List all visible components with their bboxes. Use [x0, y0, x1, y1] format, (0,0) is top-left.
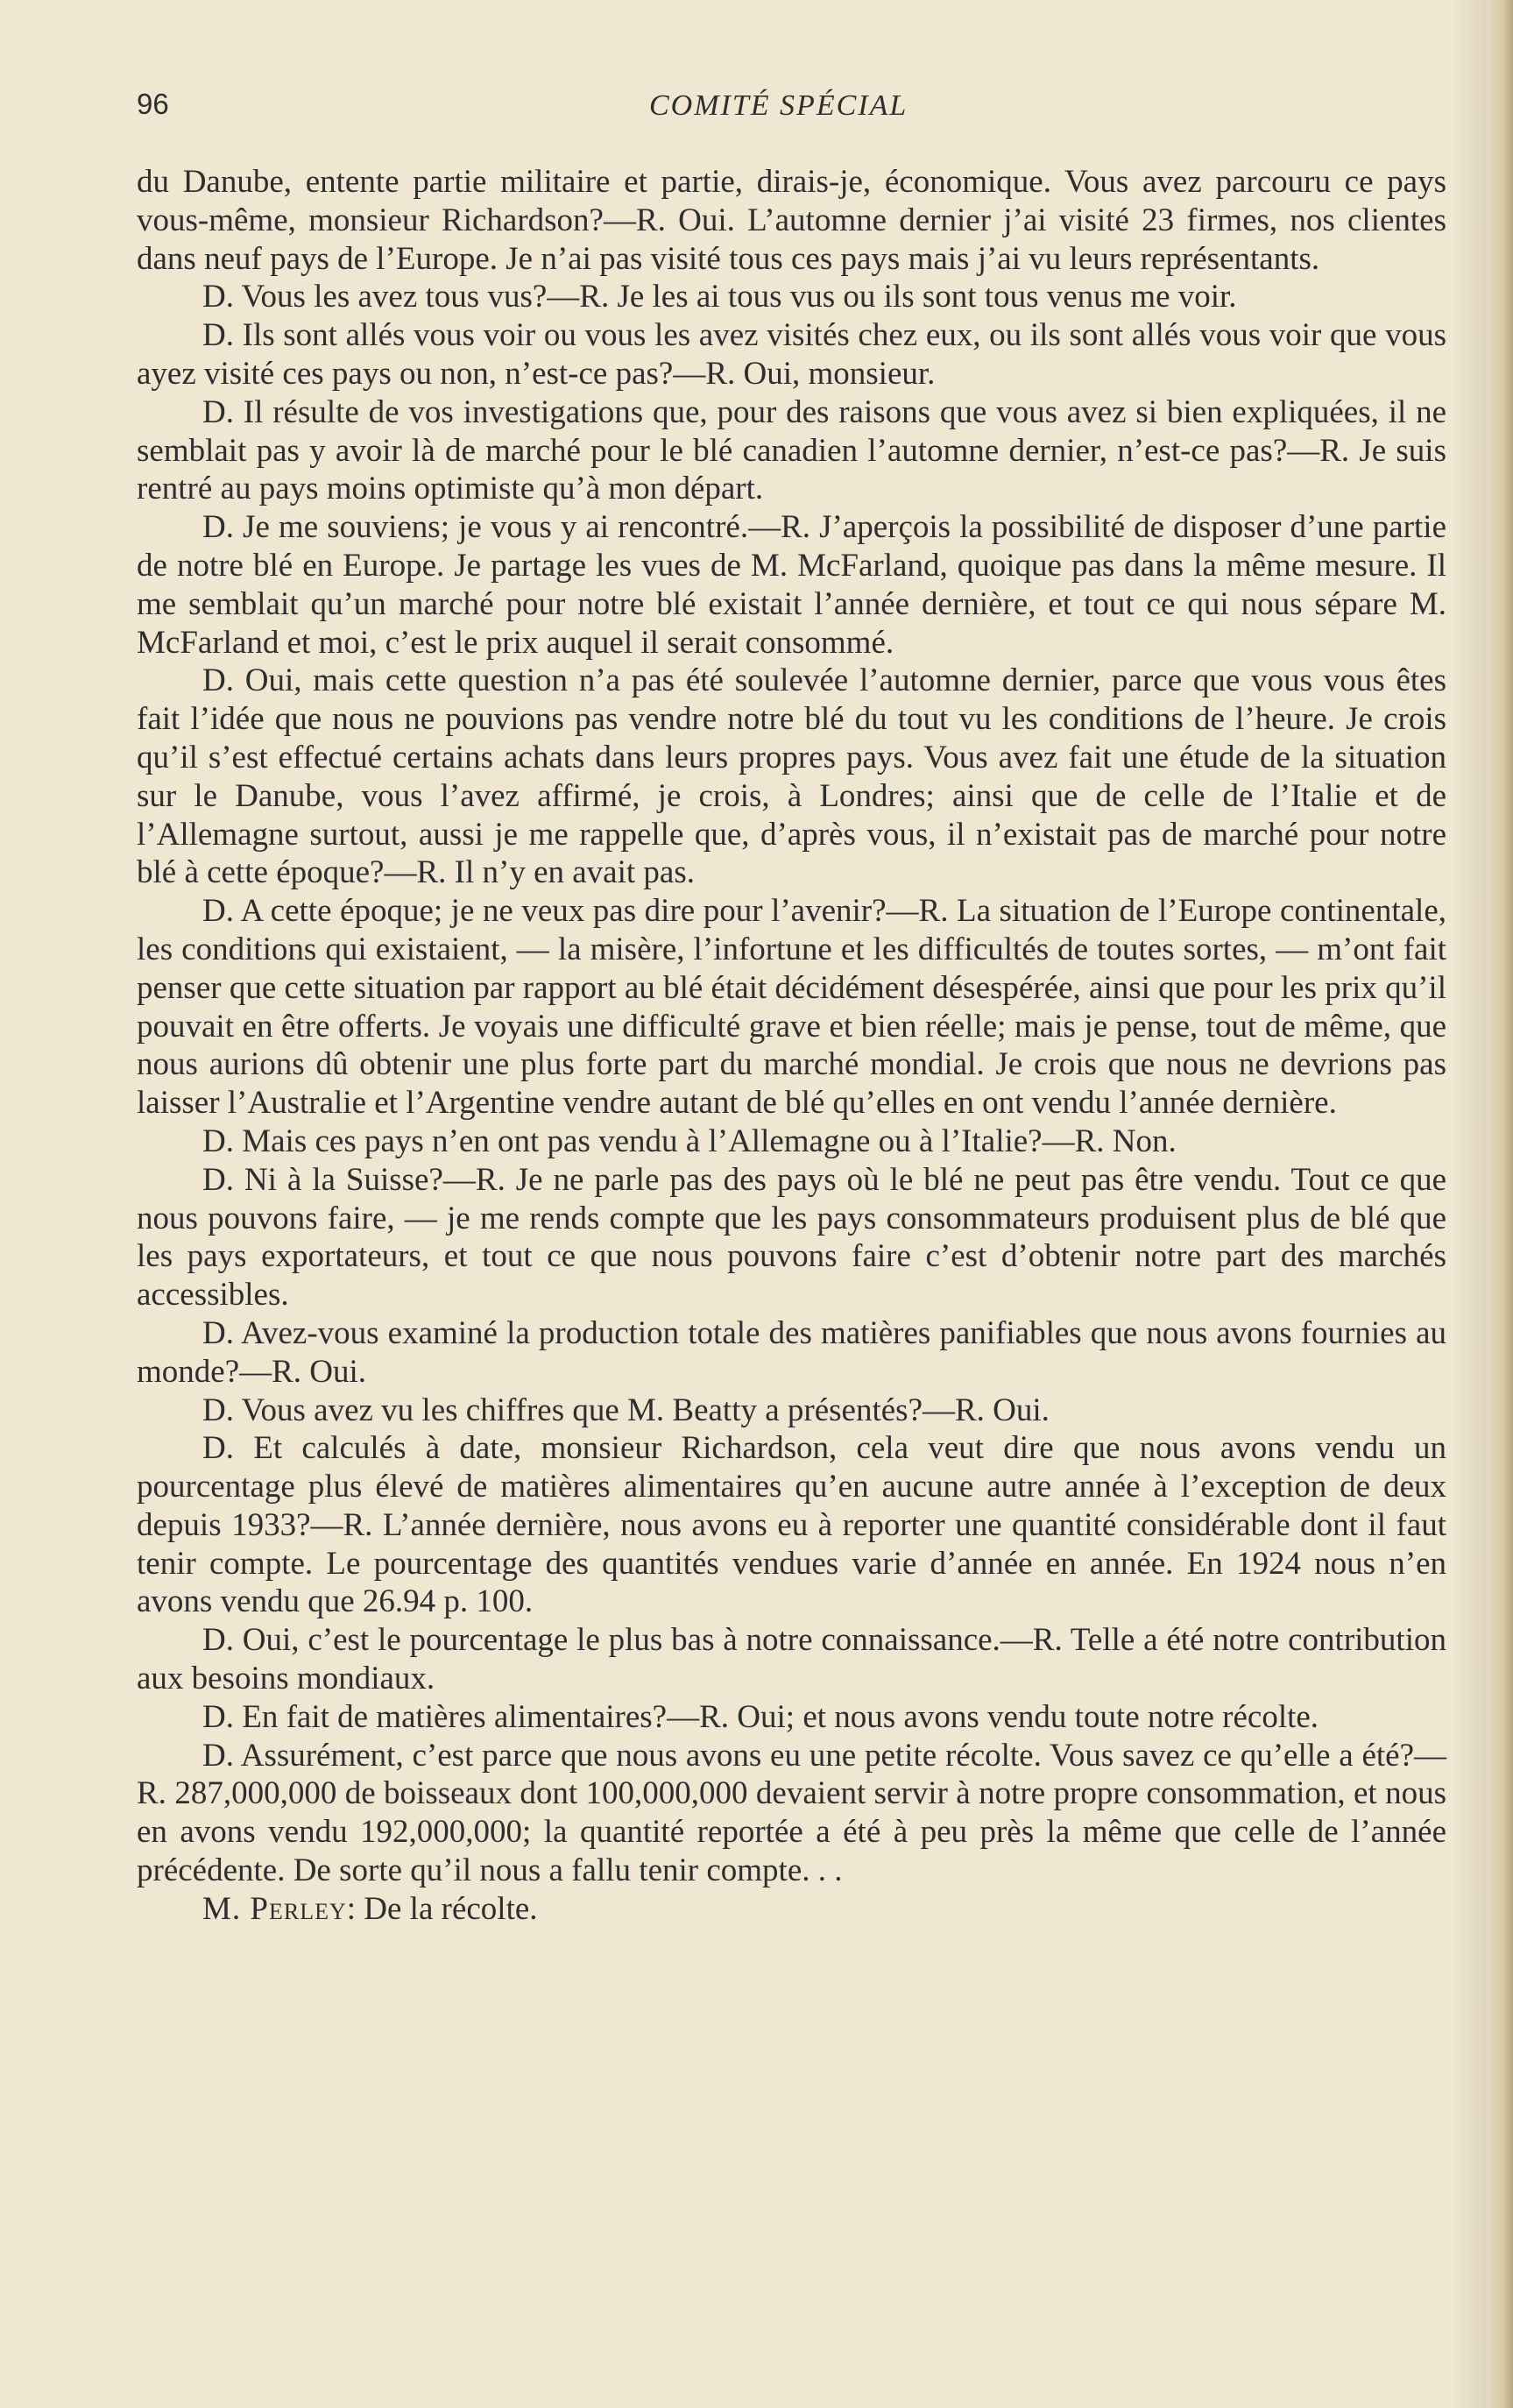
paragraph: D. En fait de matières alimentaires?—R. Oui; et nous avons vendu toute notre récolte. [202, 1698, 1319, 1735]
body-text [137, 163, 1446, 1929]
page-number: 96 [137, 88, 169, 120]
final-paragraph [137, 1890, 1446, 1929]
page-header [137, 88, 1451, 140]
paragraph: D. A cette époque; je ne veux pas dire pour l’avenir?—R. La situation de l’Europe continentale, les conditions qui existaient, — la misère, l’infortune et les difficultés de toutes sortes, — m’ont fait penser que cette situation par rapport au blé était décidément désespérée, ainsi que pour les prix qu’il pouvait en être offerts. Je voyais une difficulté grave et bien réelle; mais je pense, tout de même, que nous aurions dû obtenir une plus forte part du marché mondial. Je crois que nous ne devrions pas laisser l’Australie et l’Argentine vendre autant de blé qu’elles en ont vendu l’année dernière. [137, 893, 1446, 1122]
running-title: COMITÉ SPÉCIAL [649, 89, 909, 122]
paragraph: D. Vous avez vu les chiffres que M. Beatty a présentés?—R. Oui. [202, 1392, 1050, 1428]
paragraph: D. Il résulte de vos investigations que, pour des raisons que vous avez si bien expliquées, il ne semblait pas y avoir là de marché pour le blé canadien l’automne dernier, n’est-ce pas?—R. Je suis rentré au pays moins optimiste qu’à mon départ. [137, 393, 1446, 507]
paragraph: D. Vous les avez tous vus?—R. Je les ai tous vus ou ils sont tous venus me voir. [202, 279, 1237, 315]
paragraph: D. Avez-vous examiné la production totale des matières panifiables que nous avons fournies au monde?—R. Oui. [137, 1314, 1446, 1390]
paragraph: D. Je me souviens; je vous y ai rencontré.—R. J’aperçois la possibilité de disposer d’une partie de notre blé en Europe. Je partage les vues de M. McFarland, quoique pas dans la même mesure. Il me semblait qu’un marché pour notre blé existait l’année dernière, et tout ce qui nous sépare M. McFarland et moi, c’est le prix auquel il serait consommé. [137, 509, 1446, 661]
paragraph: D. Oui, c’est le pourcentage le plus bas à notre connaissance.—R. Telle a été notre contribution aux besoins mondiaux. [137, 1622, 1446, 1697]
page-edge [1487, 0, 1513, 2408]
paragraph: D. Et calculés à date, monsieur Richardson, cela veut dire que nous avons vendu un pourcentage plus élevé de matières alimentaires qu’en aucune autre année à l’exception de deux depuis 1933?—R. L’année dernière, nous avons eu à reporter une quantité considérable dont il faut tenir compte. Le pourcentage des quantités vendues varie d’année en année. En 1924 nous n’en avons vendu que 26.94 p. 100. [137, 1430, 1446, 1620]
speaker-name: M. Perley [202, 1890, 347, 1927]
paragraph: D. Ils sont allés vous voir ou vous les avez visités chez eux, ou ils sont allés vous voir que vous ayez visité ces pays ou non, n’est-ce pas?—R. Oui, monsieur. [137, 317, 1446, 392]
paragraph: du Danube, entente partie militaire et partie, dirais-je, économique. Vous avez parcouru ce pays vous-même, monsieur Richardson?—R. Oui. L’automne dernier j’ai visité 23 firmes, nos clientes dans neuf pays de l’Europe. Je n’ai pas visité tous ces pays mais j’ai vu leurs représentants. [137, 164, 1446, 277]
paragraph: D. Ni à la Suisse?—R. Je ne parle pas des pays où le blé ne peut pas être vendu. Tout ce que nous pouvons faire, — je me rends compte que les pays consommateurs produisent plus de blé que les pays exportateurs, et tout ce que nous pouvons faire c’est d’obtenir notre part des marchés accessibles. [137, 1161, 1446, 1314]
paragraph: D. Oui, mais cette question n’a pas été soulevée l’automne dernier, parce que vous vous êtes fait l’idée que nous ne pouvions pas vendre notre blé du tout vu les conditions de l’heure. Je crois qu’il s’est effectué certains achats dans leurs propres pays. Vous avez fait une étude de la situation sur le Danube, vous l’avez affirmé, je crois, à Londres; ainsi que de celle de l’Italie et de l’Allemagne surtout, aussi je me rappelle que, d’après vous, il n’existait pas de marché pour notre blé à cette époque?—R. Il n’y en avait pas. [137, 662, 1446, 891]
paragraph: D. Mais ces pays n’en ont pas vendu à l’Allemagne ou à l’Italie?—R. Non. [202, 1123, 1177, 1159]
final-remark: : De la récolte. [346, 1890, 538, 1927]
paragraph: D. Assurément, c’est parce que nous avons eu une petite récolte. Vous savez ce qu’elle a été?—R. 287,000,000 de boisseaux dont 100,000,000 devaient servir à notre propre consommation, et nous en avons vendu 192,000,000; la quantité reportée a été à peu près la même que celle de l’année précédente. De sorte qu’il nous a fallu tenir compte. . . [137, 1737, 1446, 1889]
